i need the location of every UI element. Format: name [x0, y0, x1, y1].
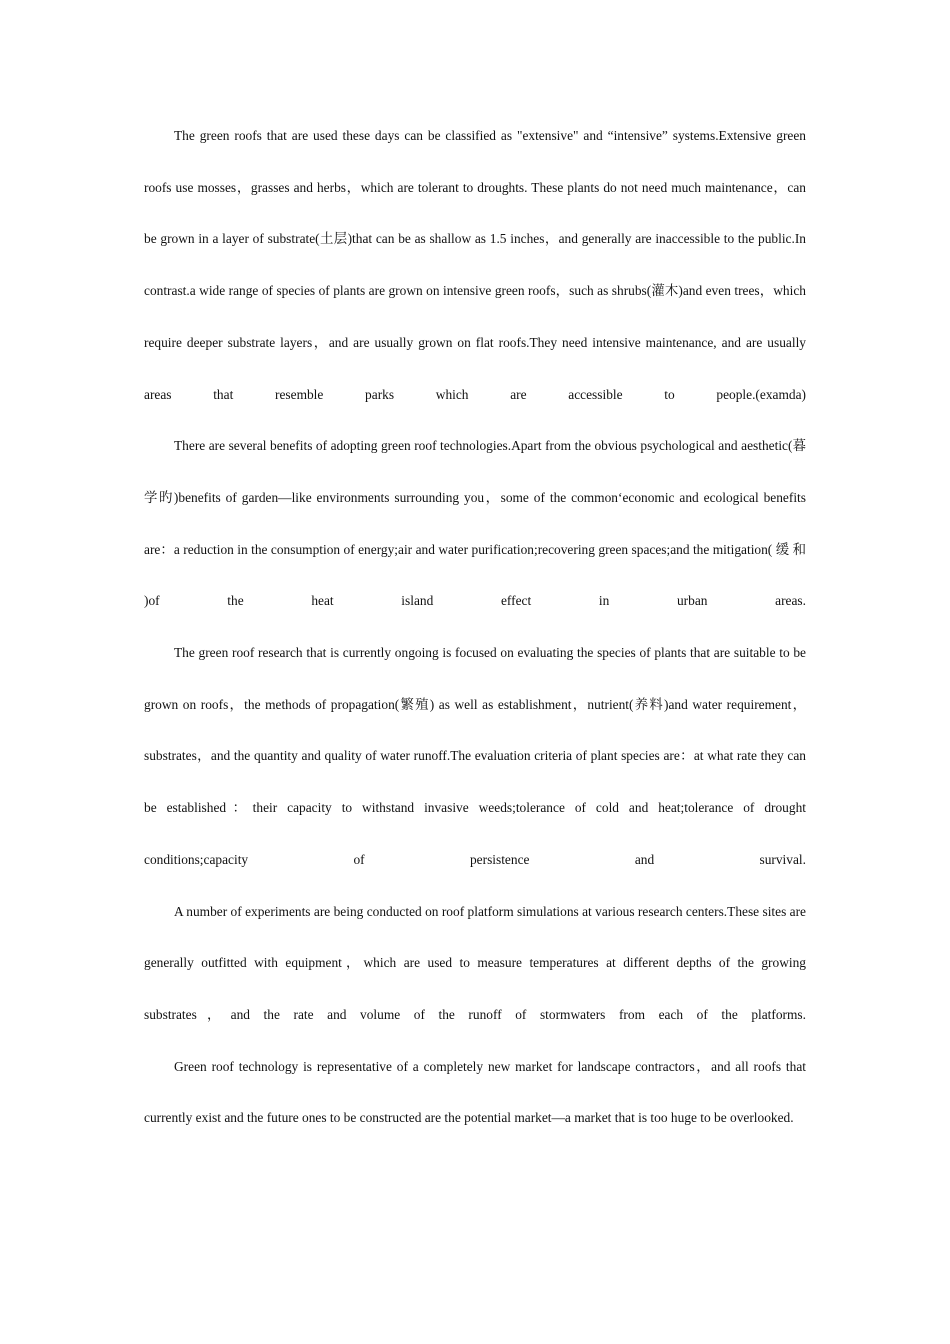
paragraph-experiments: A number of experiments are being conducted on roof platform simulations at various research centers.These sites are generally outfitted with equipment，which are used to measure temperatures at different depths of the growing substrates，and the rate and volume of the runoff of stormwaters from each of the platforms. — [144, 903, 806, 1022]
paragraph-green-roof-types: The green roofs that are used these days can be classified as "extensive" and “intensive” systems.Extensive green roofs use mosses，grasses and herbs，which are tolerant to droughts. These plants do not need much maintenance，can be grown in a layer of substrate(土层)that can be as shallow as 1.5 inches，and generally are inaccessible to the public.In contrast.a wide range of species of plants are grown on intensive green roofs，such as shrubs(灌木)and even trees，which require deeper substrate layers，and are usually grown on flat roofs.They need intensive maintenance, and are usually areas that resemble parks which are accessible to people.(examda) — [144, 128, 806, 402]
paragraph-research: The green roof research that is currently ongoing is focused on evaluating the species of plants that are suitable to be grown on roofs，the methods of propagation(繁殖) as well as establishment，nutrient(养料)and water requirement，substrates，and the quantity and quality of water runoff.The evaluation criteria of plant species are：at what rate they can be established：their capacity to withstand invasive weeds;tolerance of cold and heat;tolerance of drought conditions;capacity of persistence and survival. — [144, 645, 806, 867]
paragraph-benefits: There are several benefits of adopting green roof technologies.Apart from the obvious psychological and aesthetic(暮学旳)benefits of garden—like environments surrounding you，some of the common‘economic and ecological benefits are：a reduction in the consumption of energy;air and water purification;recovering green spaces;and the mitigation( 缓 和 )of the heat island effect in urban areas. — [144, 438, 806, 609]
paragraph-market: Green roof technology is representative of a completely new market for landscape contractors，and all roofs that currently exist and the future ones to be constructed are the potential market—a market that is too huge to be overlooked. — [144, 1058, 806, 1126]
document-body — [144, 110, 806, 1144]
